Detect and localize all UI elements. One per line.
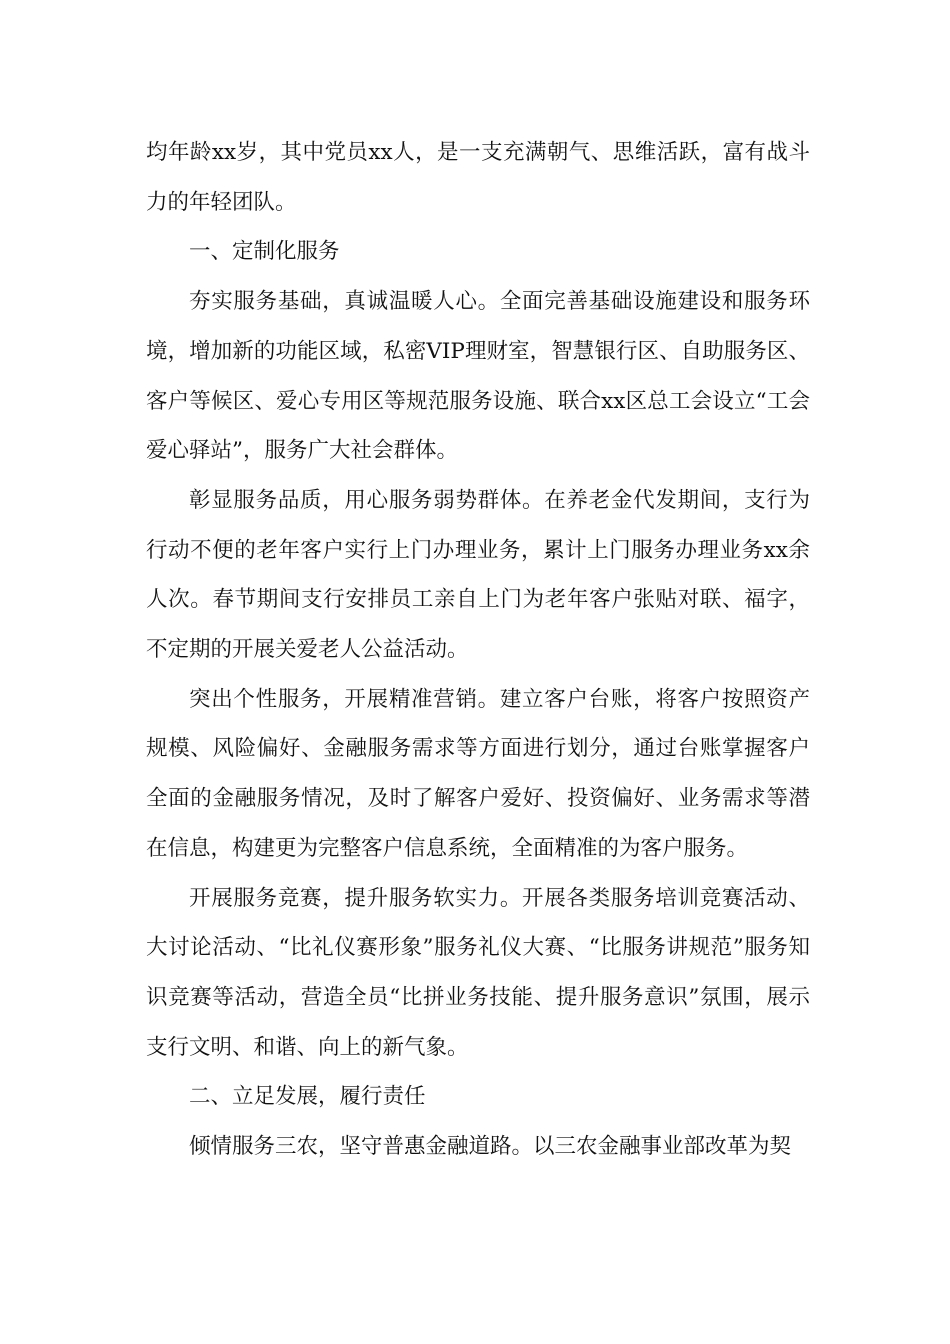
document-body — [146, 128, 810, 1172]
heading-development-responsibility: 二、立足发展，履行责任 — [189, 1084, 426, 1110]
paragraph-personalized-service: 突出个性服务，开展精准营销。建立客户台账，将客户按照资产规模、风险偏好、金融服务需求等方面进行划分，通过台账掌握客户全面的金融服务情况，及时了解客户爱好、投资偏好、业务需求等潜在信息，构建更为完整客户信息系统，全面精准的为客户服务。 — [146, 686, 810, 861]
paragraph-service-foundation: 夯实服务基础，真诚温暖人心。全面完善基础设施建设和服务环境，增加新的功能区域，私密VIP理财室，智慧银行区、自助服务区、客户等候区、爱心专用区等规范服务设施、联合xx区总工会设立“工会爱心驿站”，服务广大社会群体。 — [146, 289, 810, 464]
paragraph-rural-finance: 倾情服务三农，坚守普惠金融道路。以三农金融事业部改革为契 — [189, 1134, 792, 1160]
paragraph-service-competition: 开展服务竞赛，提升服务软实力。开展各类服务培训竞赛活动、大讨论活动、“比礼仪赛形象”服务礼仪大赛、“比服务讲规范”服务知识竞赛等活动，营造全员“比拼业务技能、提升服务意识”氛围，展示支行文明、和谐、向上的新气象。 — [146, 885, 810, 1060]
paragraph-service-quality: 彰显服务品质，用心服务弱势群体。在养老金代发期间，支行为行动不便的老年客户实行上门办理业务，累计上门服务办理业务xx余人次。春节期间支行安排员工亲自上门为老年客户张贴对联、福字，不定期的开展关爱老人公益活动。 — [146, 487, 810, 663]
heading-customized-service: 一、定制化服务 — [189, 239, 340, 265]
paragraph-team-intro: 均年龄xx岁，其中党员xx人，是一支充满朝气、思维活跃，富有战斗力的年轻团队。 — [146, 140, 810, 215]
